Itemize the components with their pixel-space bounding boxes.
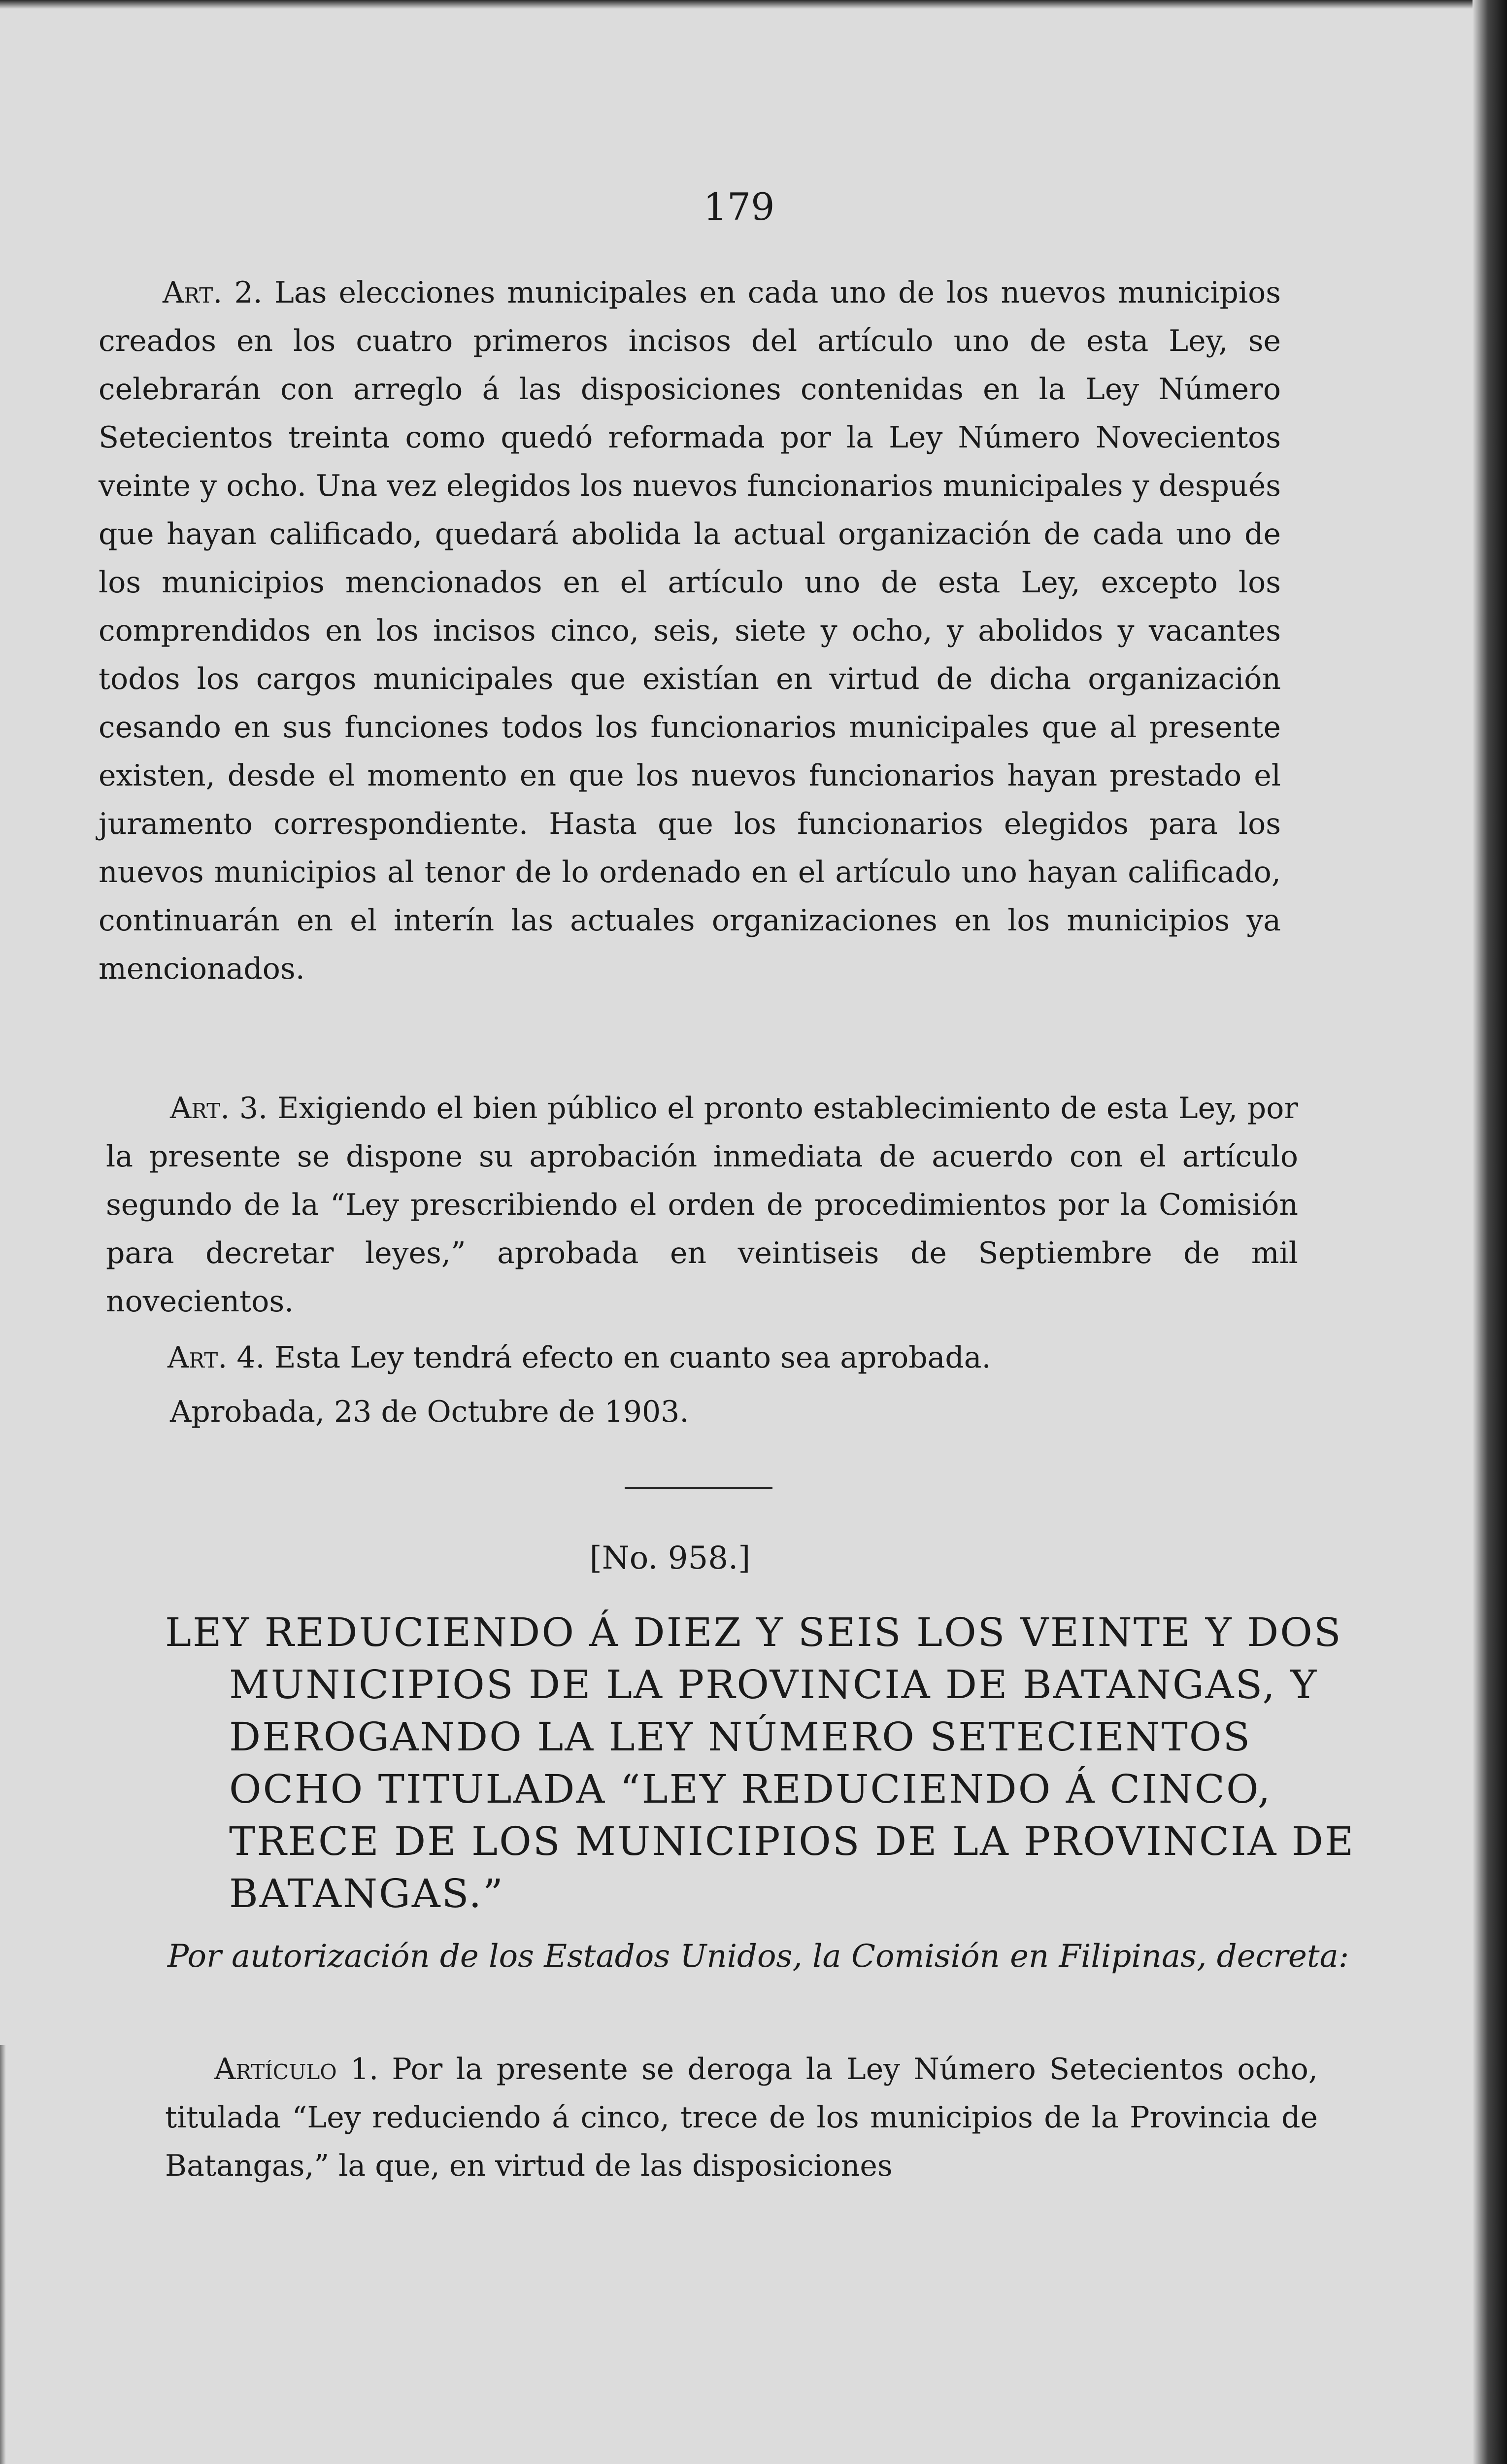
approval-date: Aprobada, 23 de Octubre de 1903. bbox=[170, 1395, 689, 1429]
law-title: LEY REDUCIENDO Á DIEZ Y SEIS LOS VEINTE Y DOS MUNICIPIOS DE LA PROVINCIA DE BATANGAS, Y DEROGANDO LA LEY NÚMERO SETECIENTOS OCHO TITULADA “LEY REDUCIENDO Á CINCO, TRECE DE LOS MUNICIPIOS DE LA PROVINCIA DE BATANGAS.” bbox=[165, 1609, 1355, 1916]
article-3-paragraph bbox=[106, 1084, 1298, 1326]
page-number: 179 bbox=[703, 185, 775, 229]
article-2-text: Las elecciones municipales en cada uno de los nuevos municipios creados en los cuatro primeros incisos del artículo uno de esta Ley, se celebrarán con arreglo á las disposiciones contenidas en la Ley Número Setecientos treinta como quedó reformada por la Ley Número Novecientos veinte y ocho. Una vez elegidos los nuevos funcionarios municipales y después que hayan calificado, quedará abolida la actual organización de cada uno de los municipios mencionados en el artículo uno de esta Ley, excepto los comprendidos en los incisos cinco, seis, siete y ocho, y abolidos y vacantes todos los cargos municipales que existían en virtud de dicha organización cesando en sus funciones todos los funcionarios municipales que al presente existen, desde el momento en que los nuevos funcionarios hayan prestado el juramento correspondiente. Hasta que los funcionarios elegidos para los nuevos municipios al tenor de lo ordenado en el artículo uno hayan calificado, continuarán en el interín las actuales organizaciones en los municipios ya mencionados. bbox=[99, 275, 1281, 986]
article-4-paragraph bbox=[167, 1340, 991, 1375]
articulo-1-text: Por la presente se deroga la Ley Número Setecientos ocho, titulada “Ley reduciendo á cinco, trece de los municipios de la Provincia de Batangas,” la que, en virtud de las disposiciones bbox=[165, 2052, 1318, 2183]
article-2-label: Art. 2. bbox=[163, 275, 263, 310]
scan-top-shadow bbox=[0, 0, 1507, 9]
article-3-label: Art. 3. bbox=[170, 1091, 268, 1126]
article-4-label: Art. 4. bbox=[167, 1340, 265, 1375]
enactment-preamble: Por autorización de los Estados Unidos, la Comisión en Filipinas, decreta: bbox=[167, 1938, 1349, 1975]
article-2-paragraph bbox=[99, 269, 1281, 993]
section-divider bbox=[625, 1487, 772, 1489]
articulo-1-paragraph bbox=[165, 2045, 1318, 2190]
article-4-text: Esta Ley tendrá efecto en cuanto sea aprobada. bbox=[274, 1340, 991, 1375]
document-number: [No. 958.] bbox=[589, 1540, 751, 1576]
scan-right-shadow bbox=[1473, 0, 1507, 2464]
articulo-1-label: Artículo 1. bbox=[214, 2052, 379, 2087]
article-3-text: Exigiendo el bien público el pronto establecimiento de esta Ley, por la presente se dispone su aprobación inmediata de acuerdo con el artículo segundo de la “Ley prescribiendo el orden de procedimientos por la Comisión para decretar leyes,” aprobada en veintiseis de Septiembre de mil novecientos. bbox=[106, 1091, 1299, 1319]
scan-left-shadow bbox=[0, 2045, 6, 2464]
